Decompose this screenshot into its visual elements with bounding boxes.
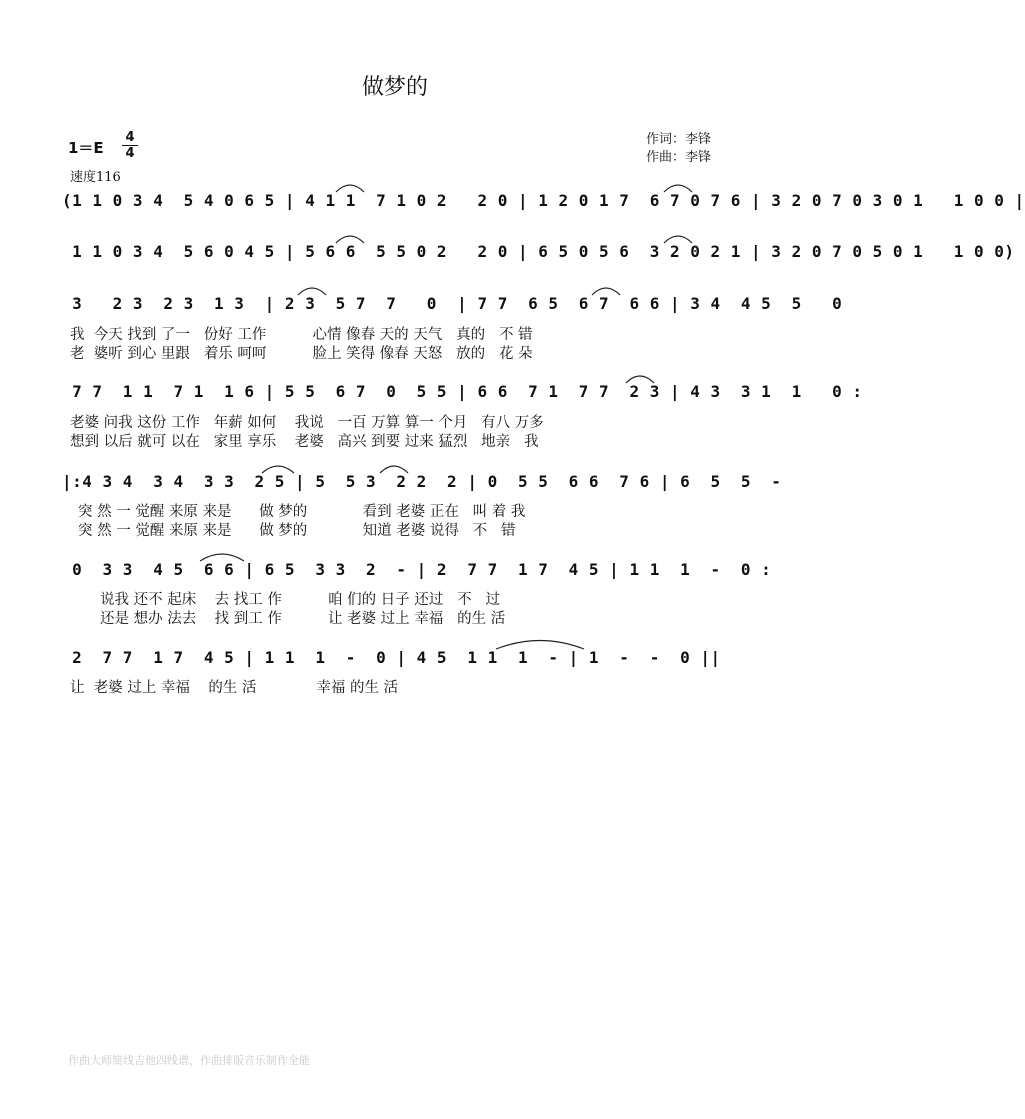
key-signature: 1＝E bbox=[68, 139, 104, 157]
lyrics-line-4-verse-1: 老婆 问我 这份 工作 年薪 如何 我说 一百 万算 算一 个月 有八 万多 bbox=[70, 415, 544, 431]
notes-line-5: |:4 3 4 3 4 3 3 2 5 | 5 5 3 2 2 2 | 0 5 5 6 6 7 6 | 6 5 5 - bbox=[62, 472, 782, 491]
notes-line-6: 0 3 3 4 5 6 6 | 6 5 3 3 2 - | 2 7 7 1 7 4 5 | 1 1 1 - 0 : bbox=[62, 560, 772, 579]
composer-credit: 作曲：李锋 bbox=[646, 150, 712, 165]
lyrics-line-5-verse-1: 突 然 一 觉醒 来原 来是 做 梦的 看到 老婆 正在 叫 着 我 bbox=[78, 504, 526, 520]
lyrics-line-3-verse-2: 老 婆听 到心 里跟 着乐 呵呵 脸上 笑得 像春 天怒 放的 花 朵 bbox=[70, 346, 533, 362]
lyrics-line-6-verse-2: 还是 想办 法去 找 到工 作 让 老婆 过上 幸福 的生 活 bbox=[100, 611, 506, 627]
lyrics-line-4-verse-2: 想到 以后 就可 以在 家里 享乐 老婆 高兴 到要 过来 猛烈 地亲 我 bbox=[70, 434, 539, 450]
time-signature-top: 4 bbox=[125, 130, 135, 145]
lyrics-line-3-verse-1: 我 今天 找到 了一 份好 工作 心情 像春 天的 天气 真的 不 错 bbox=[70, 327, 533, 343]
tempo-marking: 速度116 bbox=[70, 170, 121, 185]
notes-line-3: 3 2 3 2 3 1 3 | 2 3 5 7 7 0 | 7 7 6 5 6 7 6 6 | 3 4 4 5 5 0 bbox=[62, 294, 843, 313]
lyricist-credit: 作词：李锋 bbox=[646, 132, 712, 147]
lyrics-line-6-verse-1: 说我 还不 起床 去 找工 作 咱 们的 日子 还过 不 过 bbox=[100, 592, 500, 608]
lyrics-line-5-verse-2: 突 然 一 觉醒 来原 来是 做 梦的 知道 老婆 说得 不 错 bbox=[78, 523, 516, 539]
notes-line-4: 7 7 1 1 7 1 1 6 | 5 5 6 7 0 5 5 | 6 6 7 1 7 7 2 3 | 4 3 3 1 1 0 : bbox=[62, 382, 863, 401]
time-signature-bottom: 4 bbox=[122, 145, 138, 161]
notes-line-1: (1 1 0 3 4 5 4 0 6 5 | 4 1 1 7 1 0 2 2 0 | 1 2 0 1 7 6 7 0 7 6 | 3 2 0 7 0 3 0 1 1 0 0 | bbox=[62, 191, 1025, 210]
notes-line-7: 2 7 7 1 7 4 5 | 1 1 1 - 0 | 4 5 1 1 1 - | 1 - - 0 || bbox=[62, 648, 721, 667]
notes-line-2: 1 1 0 3 4 5 6 0 4 5 | 5 6 6 5 5 0 2 2 0 | 6 5 0 5 6 3 2 0 2 1 | 3 2 0 7 0 5 0 1 1 0 0) bbox=[62, 242, 1015, 261]
watermark-footer: 作曲大师简线吉他四线谱，作曲排版音乐制作全能 bbox=[68, 1054, 310, 1067]
lyrics-line-7: 让 老婆 过上 幸福 的生 活 幸福 的生 活 bbox=[70, 680, 399, 696]
song-title: 做梦的 bbox=[361, 75, 428, 100]
